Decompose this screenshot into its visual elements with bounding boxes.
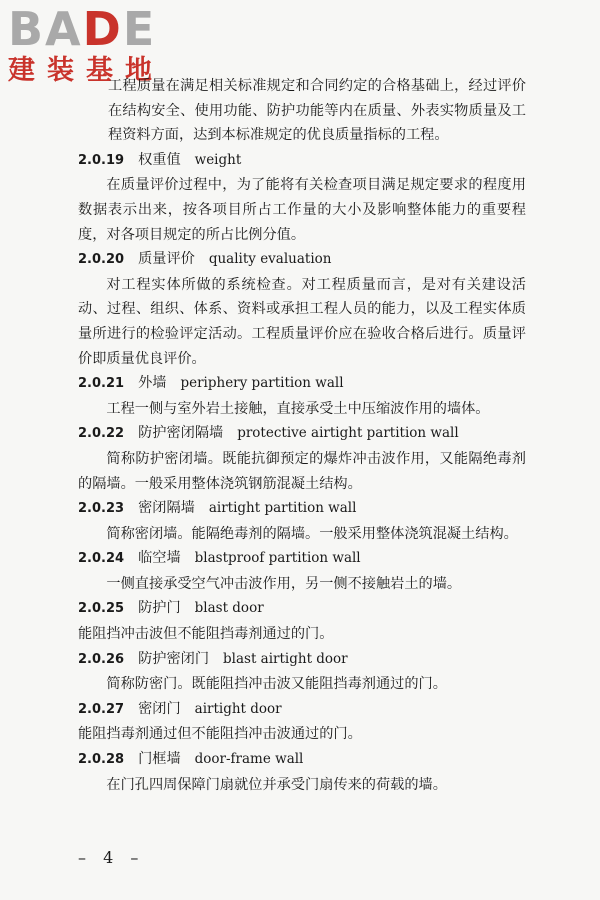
term-heading: 2.0.20 质量评价 quality evaluation: [78, 251, 332, 268]
term-heading: 2.0.23 密闭隔墙 airtight partition wall: [78, 500, 357, 517]
intro-paragraph: 工程质量在满足相关标准规定和合同约定的合格基础上，经过评价在结构安全、使用功能、防护功能等内在质量、外表实物质量及工程资料方面，达到本标准规定的优良质量指标的工程。: [108, 78, 526, 144]
logo-wordmark: BADE: [8, 2, 157, 56]
logo-subtitle: 建装基地: [8, 55, 164, 86]
term-2-0-22: [78, 421, 526, 496]
term-definition: 在质量评价过程中，为了能将有关检查项目满足规定要求的程度用数据表示出来，按各项目所占工作量的大小及影响整体能力的重要程度，对各项目规定的所占比例分值。: [78, 177, 526, 243]
term-definition: 对工程实体所做的系统检查。对工程质量而言，是对有关建设活动、过程、组织、体系、资料或承担工程人员的能力，以及工程实体质量所进行的检验评定活动。工程质量评价应在验收合格后进行。质量评价即质量优良评价。: [78, 276, 526, 367]
term-2-0-23: [78, 496, 526, 546]
term-heading: 2.0.25 防护门 blast door: [78, 600, 264, 617]
term-definition: 简称防护密闭墙。既能抗御预定的爆炸冲击波作用，又能隔绝毒剂的隔墙。一般采用整体浇筑钢筋混凝土结构。: [78, 450, 526, 492]
term-definition: 简称防密门。既能阻挡冲击波又能阻挡毒剂通过的门。: [106, 676, 447, 693]
term-heading: 2.0.24 临空墙 blastproof partition wall: [78, 550, 361, 567]
term-heading: 2.0.26 防护密闭门 blast airtight door: [78, 650, 348, 667]
term-definition: 工程一侧与室外岩土接触，直接承受土中压缩波作用的墙体。: [106, 400, 490, 417]
term-definition: 能阻挡冲击波但不能阻挡毒剂通过的门。: [78, 626, 334, 643]
term-2-0-25: [78, 596, 526, 646]
document-body: [78, 74, 526, 797]
term-definition: 在门孔四周保障门扇就位并承受门扇传来的荷载的墙。: [106, 776, 447, 793]
term-2-0-20: [78, 247, 526, 371]
term-heading: 2.0.27 密闭门 airtight door: [78, 700, 282, 717]
term-definition: 能阻挡毒剂通过但不能阻挡冲击波通过的门。: [78, 726, 362, 743]
term-2-0-28: [78, 747, 526, 797]
term-2-0-21: [78, 371, 526, 421]
term-2-0-24: [78, 546, 526, 596]
term-2-0-27: [78, 697, 526, 747]
term-heading: 2.0.22 防护密闭隔墙 protective airtight partition wall: [78, 425, 459, 442]
term-heading: 2.0.28 门框墙 door-frame wall: [78, 751, 304, 768]
term-2-0-26: [78, 647, 526, 697]
term-definition: 一侧直接承受空气冲击波作用，另一侧不接触岩土的墙。: [106, 575, 462, 592]
term-heading: 2.0.21 外墙 periphery partition wall: [78, 375, 344, 392]
term-heading: 2.0.19 权重值 weight: [78, 151, 242, 168]
term-2-0-19: [78, 148, 526, 247]
page-number: – 4 –: [78, 848, 145, 867]
term-definition: 简称密闭墙。能隔绝毒剂的隔墙。一般采用整体浇筑混凝土结构。: [106, 525, 518, 542]
